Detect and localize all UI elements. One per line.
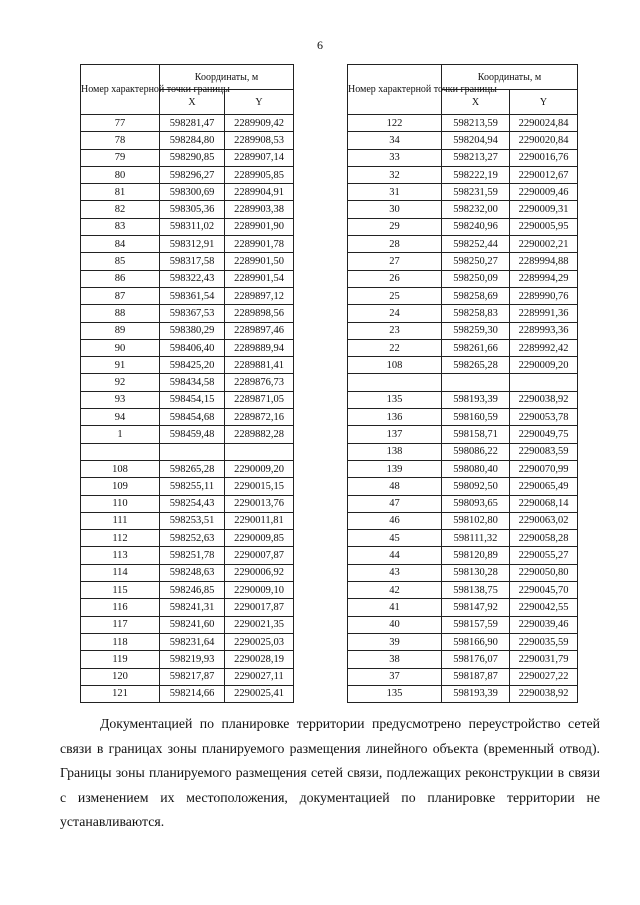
point-number-cell: 31 bbox=[348, 184, 442, 201]
x-coordinate-cell: 598092,50 bbox=[442, 478, 510, 495]
x-coordinate-cell: 598265,28 bbox=[160, 460, 225, 477]
table-row bbox=[348, 443, 578, 460]
x-coordinate-cell: 598222,19 bbox=[442, 166, 510, 183]
point-number-cell: 82 bbox=[81, 201, 160, 218]
table-row bbox=[348, 374, 578, 391]
x-coordinate-cell: 598254,43 bbox=[160, 495, 225, 512]
page-number: 6 bbox=[317, 38, 323, 52]
y-coordinate-cell: 2289904,91 bbox=[225, 184, 294, 201]
y-coordinate-cell: 2290035,59 bbox=[510, 633, 578, 650]
y-coordinate-cell: 2290039,46 bbox=[510, 616, 578, 633]
y-coordinate-cell: 2290028,19 bbox=[225, 651, 294, 668]
table-row bbox=[81, 426, 294, 443]
table-row bbox=[348, 132, 578, 149]
x-coordinate-cell: 598406,40 bbox=[160, 339, 225, 356]
point-number-cell: 29 bbox=[348, 218, 442, 235]
y-coordinate-cell: 2289992,42 bbox=[510, 339, 578, 356]
point-number-cell: 40 bbox=[348, 616, 442, 633]
point-number-cell: 45 bbox=[348, 530, 442, 547]
table-row bbox=[81, 322, 294, 339]
x-coordinate-cell: 598176,07 bbox=[442, 651, 510, 668]
y-coordinate-cell: 2289991,36 bbox=[510, 305, 578, 322]
table-row bbox=[348, 582, 578, 599]
y-coordinate-cell: 2290011,81 bbox=[225, 512, 294, 529]
coordinates-table-left bbox=[80, 64, 294, 703]
point-number-cell: 113 bbox=[81, 547, 160, 564]
x-coordinate-cell: 598158,71 bbox=[442, 426, 510, 443]
point-number-cell: 136 bbox=[348, 409, 442, 426]
table-row bbox=[81, 599, 294, 616]
table-row bbox=[348, 149, 578, 166]
table-row bbox=[348, 357, 578, 374]
point-number-cell: 37 bbox=[348, 668, 442, 685]
x-coordinate-cell: 598093,65 bbox=[442, 495, 510, 512]
x-coordinate-cell: 598255,11 bbox=[160, 478, 225, 495]
y-coordinate-cell: 2290017,87 bbox=[225, 599, 294, 616]
table-row bbox=[348, 184, 578, 201]
x-coordinate-cell: 598213,59 bbox=[442, 115, 510, 132]
point-number-cell: 121 bbox=[81, 685, 160, 702]
point-number-cell: 34 bbox=[348, 132, 442, 149]
y-coordinate-cell: 2289901,78 bbox=[225, 236, 294, 253]
y-coordinate-cell: 2290031,79 bbox=[510, 651, 578, 668]
point-number-cell: 110 bbox=[81, 495, 160, 512]
table-row bbox=[81, 374, 294, 391]
y-coordinate-cell: 2290083,59 bbox=[510, 443, 578, 460]
point-number-cell: 77 bbox=[81, 115, 160, 132]
y-coordinate-cell: 2289901,54 bbox=[225, 270, 294, 287]
header-x: X bbox=[442, 90, 510, 115]
point-number-cell: 118 bbox=[81, 633, 160, 650]
x-coordinate-cell: 598231,59 bbox=[442, 184, 510, 201]
x-coordinate-cell: 598380,29 bbox=[160, 322, 225, 339]
point-number-cell bbox=[348, 374, 442, 391]
x-coordinate-cell: 598160,59 bbox=[442, 409, 510, 426]
point-number-cell: 47 bbox=[348, 495, 442, 512]
y-coordinate-cell: 2290012,67 bbox=[510, 166, 578, 183]
point-number-cell: 30 bbox=[348, 201, 442, 218]
point-number-cell: 81 bbox=[81, 184, 160, 201]
table-row bbox=[81, 633, 294, 650]
point-number-cell: 79 bbox=[81, 149, 160, 166]
y-coordinate-cell: 2289905,85 bbox=[225, 166, 294, 183]
x-coordinate-cell: 598259,30 bbox=[442, 322, 510, 339]
y-coordinate-cell: 2290020,84 bbox=[510, 132, 578, 149]
point-number-cell: 41 bbox=[348, 599, 442, 616]
x-coordinate-cell: 598454,15 bbox=[160, 391, 225, 408]
y-coordinate-cell: 2290005,95 bbox=[510, 218, 578, 235]
y-coordinate-cell: 2290053,78 bbox=[510, 409, 578, 426]
y-coordinate-cell: 2290009,31 bbox=[510, 201, 578, 218]
y-coordinate-cell: 2290002,21 bbox=[510, 236, 578, 253]
y-coordinate-cell: 2290027,11 bbox=[225, 668, 294, 685]
table-row bbox=[81, 564, 294, 581]
x-coordinate-cell: 598241,31 bbox=[160, 599, 225, 616]
x-coordinate-cell: 598102,80 bbox=[442, 512, 510, 529]
y-coordinate-cell: 2290009,46 bbox=[510, 184, 578, 201]
x-coordinate-cell: 598252,44 bbox=[442, 236, 510, 253]
table-row bbox=[348, 322, 578, 339]
header-coordinates: Координаты, м bbox=[442, 65, 578, 90]
point-number-cell: 80 bbox=[81, 166, 160, 183]
table-row bbox=[348, 253, 578, 270]
x-coordinate-cell: 598231,64 bbox=[160, 633, 225, 650]
x-coordinate-cell: 598120,89 bbox=[442, 547, 510, 564]
x-coordinate-cell: 598147,92 bbox=[442, 599, 510, 616]
x-coordinate-cell: 598219,93 bbox=[160, 651, 225, 668]
header-y: Y bbox=[510, 90, 578, 115]
y-coordinate-cell: 2290055,27 bbox=[510, 547, 578, 564]
x-coordinate-cell: 598080,40 bbox=[442, 460, 510, 477]
x-coordinate-cell: 598305,36 bbox=[160, 201, 225, 218]
table-row bbox=[348, 616, 578, 633]
x-coordinate-cell: 598252,63 bbox=[160, 530, 225, 547]
table-row bbox=[81, 166, 294, 183]
x-coordinate-cell: 598246,85 bbox=[160, 582, 225, 599]
x-coordinate-cell: 598454,68 bbox=[160, 409, 225, 426]
x-coordinate-cell: 598311,02 bbox=[160, 218, 225, 235]
header-point-number: Номер характерной точки границы bbox=[81, 65, 160, 115]
x-coordinate-cell: 598290,85 bbox=[160, 149, 225, 166]
y-coordinate-cell: 2290063,02 bbox=[510, 512, 578, 529]
y-coordinate-cell bbox=[225, 443, 294, 460]
x-coordinate-cell: 598111,32 bbox=[442, 530, 510, 547]
point-number-cell: 135 bbox=[348, 391, 442, 408]
table-row bbox=[348, 651, 578, 668]
x-coordinate-cell: 598281,47 bbox=[160, 115, 225, 132]
y-coordinate-cell: 2289876,73 bbox=[225, 374, 294, 391]
table-row bbox=[348, 512, 578, 529]
point-number-cell: 84 bbox=[81, 236, 160, 253]
point-number-cell bbox=[81, 443, 160, 460]
y-coordinate-cell: 2290027,22 bbox=[510, 668, 578, 685]
x-coordinate-cell: 598130,28 bbox=[442, 564, 510, 581]
y-coordinate-cell: 2289901,50 bbox=[225, 253, 294, 270]
table-row bbox=[81, 409, 294, 426]
point-number-cell: 85 bbox=[81, 253, 160, 270]
y-coordinate-cell: 2290007,87 bbox=[225, 547, 294, 564]
x-coordinate-cell: 598258,69 bbox=[442, 287, 510, 304]
x-coordinate-cell: 598232,00 bbox=[442, 201, 510, 218]
table-row bbox=[348, 633, 578, 650]
point-number-cell: 122 bbox=[348, 115, 442, 132]
table-row bbox=[81, 512, 294, 529]
table-row bbox=[348, 495, 578, 512]
y-coordinate-cell: 2290009,20 bbox=[510, 357, 578, 374]
point-number-cell: 91 bbox=[81, 357, 160, 374]
point-number-cell: 48 bbox=[348, 478, 442, 495]
table-row bbox=[81, 651, 294, 668]
y-coordinate-cell: 2289909,42 bbox=[225, 115, 294, 132]
body-paragraph: Документацией по планировке территории предусмотрено переустройство сетей связи в границах зоны планируемого размещения линейного объекта (временный отвод). Границы зоны планируемого размещения сетей связи, подлежащих реконструкции в связи с изменением их местоположения, документацией по планировке территории не устанавливаются. bbox=[60, 716, 600, 829]
table-row bbox=[81, 530, 294, 547]
y-coordinate-cell: 2290038,92 bbox=[510, 391, 578, 408]
point-number-cell: 137 bbox=[348, 426, 442, 443]
y-coordinate-cell: 2289903,38 bbox=[225, 201, 294, 218]
table-row bbox=[348, 305, 578, 322]
y-coordinate-cell: 2289907,14 bbox=[225, 149, 294, 166]
x-coordinate-cell: 598250,09 bbox=[442, 270, 510, 287]
y-coordinate-cell bbox=[510, 374, 578, 391]
y-coordinate-cell: 2290009,10 bbox=[225, 582, 294, 599]
x-coordinate-cell: 598213,27 bbox=[442, 149, 510, 166]
table-row bbox=[81, 270, 294, 287]
x-coordinate-cell: 598258,83 bbox=[442, 305, 510, 322]
x-coordinate-cell: 598248,63 bbox=[160, 564, 225, 581]
point-number-cell: 33 bbox=[348, 149, 442, 166]
table-row bbox=[348, 685, 578, 702]
x-coordinate-cell: 598086,22 bbox=[442, 443, 510, 460]
y-coordinate-cell: 2289889,94 bbox=[225, 339, 294, 356]
point-number-cell: 27 bbox=[348, 253, 442, 270]
table-row bbox=[81, 685, 294, 702]
y-coordinate-cell: 2290042,55 bbox=[510, 599, 578, 616]
point-number-cell: 1 bbox=[81, 426, 160, 443]
y-coordinate-cell: 2289994,88 bbox=[510, 253, 578, 270]
x-coordinate-cell bbox=[160, 443, 225, 460]
table-row bbox=[81, 339, 294, 356]
point-number-cell: 32 bbox=[348, 166, 442, 183]
coordinates-table-right bbox=[347, 64, 578, 703]
header-x: X bbox=[160, 90, 225, 115]
table-row bbox=[348, 426, 578, 443]
point-number-cell: 44 bbox=[348, 547, 442, 564]
point-number-cell: 111 bbox=[81, 512, 160, 529]
table-row bbox=[81, 287, 294, 304]
table-row bbox=[81, 357, 294, 374]
y-coordinate-cell: 2290009,20 bbox=[225, 460, 294, 477]
y-coordinate-cell: 2290068,14 bbox=[510, 495, 578, 512]
table-row bbox=[81, 443, 294, 460]
point-number-cell: 88 bbox=[81, 305, 160, 322]
table-row bbox=[81, 184, 294, 201]
y-coordinate-cell: 2290058,28 bbox=[510, 530, 578, 547]
point-number-cell: 28 bbox=[348, 236, 442, 253]
table-row bbox=[81, 115, 294, 132]
table-row bbox=[348, 478, 578, 495]
table-row bbox=[348, 166, 578, 183]
x-coordinate-cell: 598241,60 bbox=[160, 616, 225, 633]
x-coordinate-cell: 598187,87 bbox=[442, 668, 510, 685]
point-number-cell: 109 bbox=[81, 478, 160, 495]
table-row bbox=[348, 530, 578, 547]
point-number-cell: 86 bbox=[81, 270, 160, 287]
x-coordinate-cell: 598361,54 bbox=[160, 287, 225, 304]
point-number-cell: 114 bbox=[81, 564, 160, 581]
y-coordinate-cell: 2289908,53 bbox=[225, 132, 294, 149]
point-number-cell: 83 bbox=[81, 218, 160, 235]
x-coordinate-cell: 598166,90 bbox=[442, 633, 510, 650]
table-row bbox=[348, 547, 578, 564]
point-number-cell: 24 bbox=[348, 305, 442, 322]
point-number-cell: 138 bbox=[348, 443, 442, 460]
table-row bbox=[81, 582, 294, 599]
point-number-cell: 120 bbox=[81, 668, 160, 685]
x-coordinate-cell: 598300,69 bbox=[160, 184, 225, 201]
point-number-cell: 22 bbox=[348, 339, 442, 356]
x-coordinate-cell: 598193,39 bbox=[442, 391, 510, 408]
x-coordinate-cell: 598312,91 bbox=[160, 236, 225, 253]
y-coordinate-cell: 2290065,49 bbox=[510, 478, 578, 495]
table-row bbox=[348, 218, 578, 235]
table-row bbox=[81, 201, 294, 218]
table-row bbox=[348, 668, 578, 685]
table-row bbox=[348, 115, 578, 132]
x-coordinate-cell: 598157,59 bbox=[442, 616, 510, 633]
x-coordinate-cell: 598317,58 bbox=[160, 253, 225, 270]
table-row bbox=[348, 236, 578, 253]
table-row bbox=[348, 201, 578, 218]
point-number-cell: 94 bbox=[81, 409, 160, 426]
y-coordinate-cell: 2290070,99 bbox=[510, 460, 578, 477]
point-number-cell: 135 bbox=[348, 685, 442, 702]
y-coordinate-cell: 2290050,80 bbox=[510, 564, 578, 581]
x-coordinate-cell: 598250,27 bbox=[442, 253, 510, 270]
table-row bbox=[81, 218, 294, 235]
x-coordinate-cell bbox=[442, 374, 510, 391]
x-coordinate-cell: 598425,20 bbox=[160, 357, 225, 374]
y-coordinate-cell: 2290024,84 bbox=[510, 115, 578, 132]
x-coordinate-cell: 598138,75 bbox=[442, 582, 510, 599]
table-row bbox=[81, 253, 294, 270]
table-row bbox=[81, 495, 294, 512]
point-number-cell: 116 bbox=[81, 599, 160, 616]
y-coordinate-cell: 2290021,35 bbox=[225, 616, 294, 633]
x-coordinate-cell: 598322,43 bbox=[160, 270, 225, 287]
point-number-cell: 93 bbox=[81, 391, 160, 408]
x-coordinate-cell: 598459,48 bbox=[160, 426, 225, 443]
y-coordinate-cell: 2290049,75 bbox=[510, 426, 578, 443]
table-row bbox=[81, 478, 294, 495]
header-point-number: Номер характерной точки границы bbox=[348, 65, 442, 115]
table-row bbox=[348, 339, 578, 356]
y-coordinate-cell: 2289881,41 bbox=[225, 357, 294, 374]
point-number-cell: 115 bbox=[81, 582, 160, 599]
point-number-cell: 117 bbox=[81, 616, 160, 633]
y-coordinate-cell: 2289990,76 bbox=[510, 287, 578, 304]
y-coordinate-cell: 2290016,76 bbox=[510, 149, 578, 166]
point-number-cell: 108 bbox=[348, 357, 442, 374]
table-row bbox=[81, 132, 294, 149]
table-row bbox=[348, 599, 578, 616]
point-number-cell: 43 bbox=[348, 564, 442, 581]
point-number-cell: 119 bbox=[81, 651, 160, 668]
point-number-cell: 108 bbox=[81, 460, 160, 477]
y-coordinate-cell: 2289882,28 bbox=[225, 426, 294, 443]
x-coordinate-cell: 598367,53 bbox=[160, 305, 225, 322]
table-row bbox=[81, 547, 294, 564]
table-row bbox=[348, 270, 578, 287]
table-row bbox=[348, 564, 578, 581]
x-coordinate-cell: 598240,96 bbox=[442, 218, 510, 235]
point-number-cell: 25 bbox=[348, 287, 442, 304]
y-coordinate-cell: 2290015,15 bbox=[225, 478, 294, 495]
point-number-cell: 39 bbox=[348, 633, 442, 650]
y-coordinate-cell: 2290006,92 bbox=[225, 564, 294, 581]
x-coordinate-cell: 598261,66 bbox=[442, 339, 510, 356]
table-row bbox=[348, 460, 578, 477]
point-number-cell: 23 bbox=[348, 322, 442, 339]
point-number-cell: 26 bbox=[348, 270, 442, 287]
point-number-cell: 90 bbox=[81, 339, 160, 356]
point-number-cell: 38 bbox=[348, 651, 442, 668]
table-row bbox=[348, 409, 578, 426]
header-coordinates: Координаты, м bbox=[160, 65, 294, 90]
y-coordinate-cell: 2290025,03 bbox=[225, 633, 294, 650]
x-coordinate-cell: 598284,80 bbox=[160, 132, 225, 149]
point-number-cell: 87 bbox=[81, 287, 160, 304]
point-number-cell: 78 bbox=[81, 132, 160, 149]
table-row bbox=[348, 391, 578, 408]
point-number-cell: 139 bbox=[348, 460, 442, 477]
y-coordinate-cell: 2290009,85 bbox=[225, 530, 294, 547]
x-coordinate-cell: 598434,58 bbox=[160, 374, 225, 391]
x-coordinate-cell: 598253,51 bbox=[160, 512, 225, 529]
y-coordinate-cell: 2290045,70 bbox=[510, 582, 578, 599]
y-coordinate-cell: 2290038,92 bbox=[510, 685, 578, 702]
table-row bbox=[81, 305, 294, 322]
y-coordinate-cell: 2289871,05 bbox=[225, 391, 294, 408]
table-row bbox=[81, 149, 294, 166]
point-number-cell: 92 bbox=[81, 374, 160, 391]
x-coordinate-cell: 598251,78 bbox=[160, 547, 225, 564]
y-coordinate-cell: 2290025,41 bbox=[225, 685, 294, 702]
y-coordinate-cell: 2289898,56 bbox=[225, 305, 294, 322]
header-y: Y bbox=[225, 90, 294, 115]
point-number-cell: 42 bbox=[348, 582, 442, 599]
point-number-cell: 46 bbox=[348, 512, 442, 529]
x-coordinate-cell: 598217,87 bbox=[160, 668, 225, 685]
table-row bbox=[348, 287, 578, 304]
y-coordinate-cell: 2289901,90 bbox=[225, 218, 294, 235]
y-coordinate-cell: 2289872,16 bbox=[225, 409, 294, 426]
table-row bbox=[81, 668, 294, 685]
x-coordinate-cell: 598214,66 bbox=[160, 685, 225, 702]
table-row bbox=[81, 236, 294, 253]
x-coordinate-cell: 598296,27 bbox=[160, 166, 225, 183]
table-row bbox=[81, 460, 294, 477]
x-coordinate-cell: 598265,28 bbox=[442, 357, 510, 374]
y-coordinate-cell: 2289994,29 bbox=[510, 270, 578, 287]
y-coordinate-cell: 2289897,12 bbox=[225, 287, 294, 304]
x-coordinate-cell: 598193,39 bbox=[442, 685, 510, 702]
y-coordinate-cell: 2289897,46 bbox=[225, 322, 294, 339]
y-coordinate-cell: 2289993,36 bbox=[510, 322, 578, 339]
table-row bbox=[81, 616, 294, 633]
point-number-cell: 112 bbox=[81, 530, 160, 547]
y-coordinate-cell: 2290013,76 bbox=[225, 495, 294, 512]
point-number-cell: 89 bbox=[81, 322, 160, 339]
x-coordinate-cell: 598204,94 bbox=[442, 132, 510, 149]
table-row bbox=[81, 391, 294, 408]
